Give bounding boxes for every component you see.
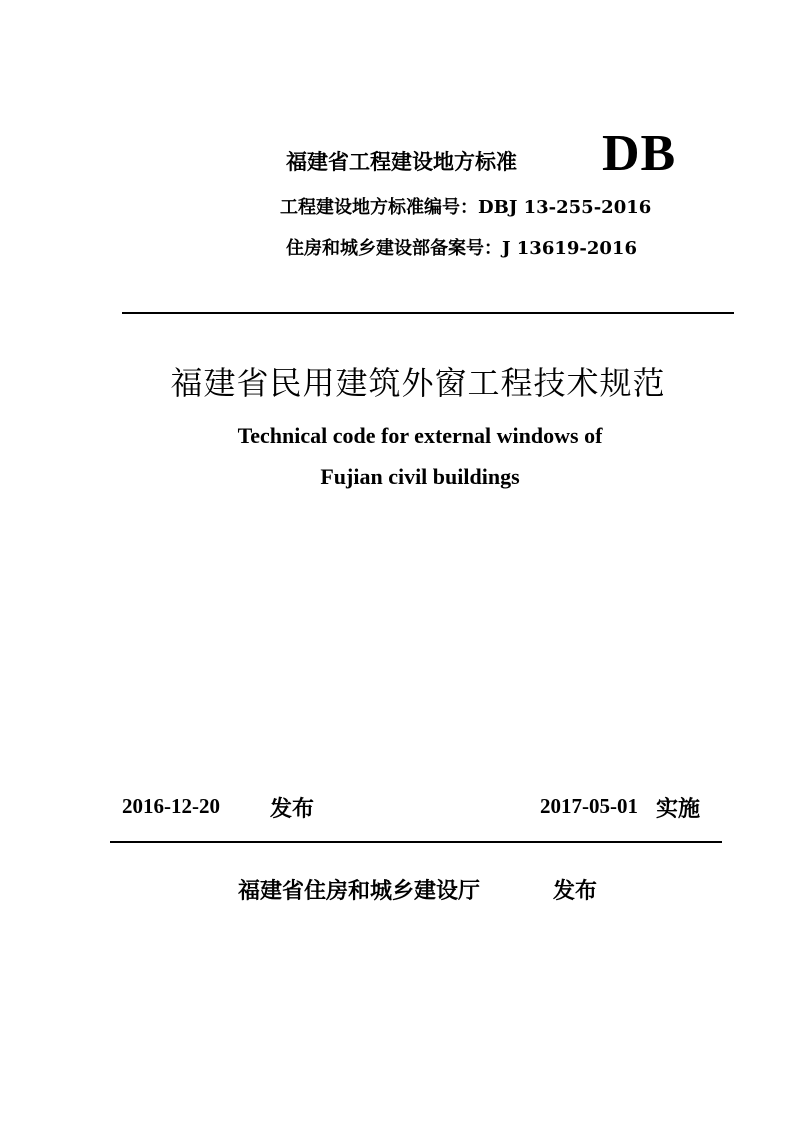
bottom-divider [110,841,722,843]
implement-date: 2017-05-01 [540,794,638,818]
standard-category: 福建省工程建设地方标准 [286,150,517,174]
db-mark: DB [602,125,677,182]
title-english-line2: Fujian civil buildings [320,464,520,489]
title-english-line1: Technical code for external windows of [237,423,603,448]
issuing-authority: 福建省住房和城乡建设厅 [238,879,481,904]
standard-code: 工程建设地方标准编号：DBJ 13-255-2016 [280,197,652,218]
filing-number: 住房和城乡建设部备案号：J 13619-2016 [286,238,637,259]
issue-date: 2016-12-20 [122,794,220,818]
top-divider [122,312,734,314]
title-chinese: 福建省民用建筑外窗工程技术规范 [170,364,666,402]
issue-label: 发布 [270,797,315,822]
implement-label: 实施 [656,797,701,822]
issuer-label: 发布 [553,879,598,904]
